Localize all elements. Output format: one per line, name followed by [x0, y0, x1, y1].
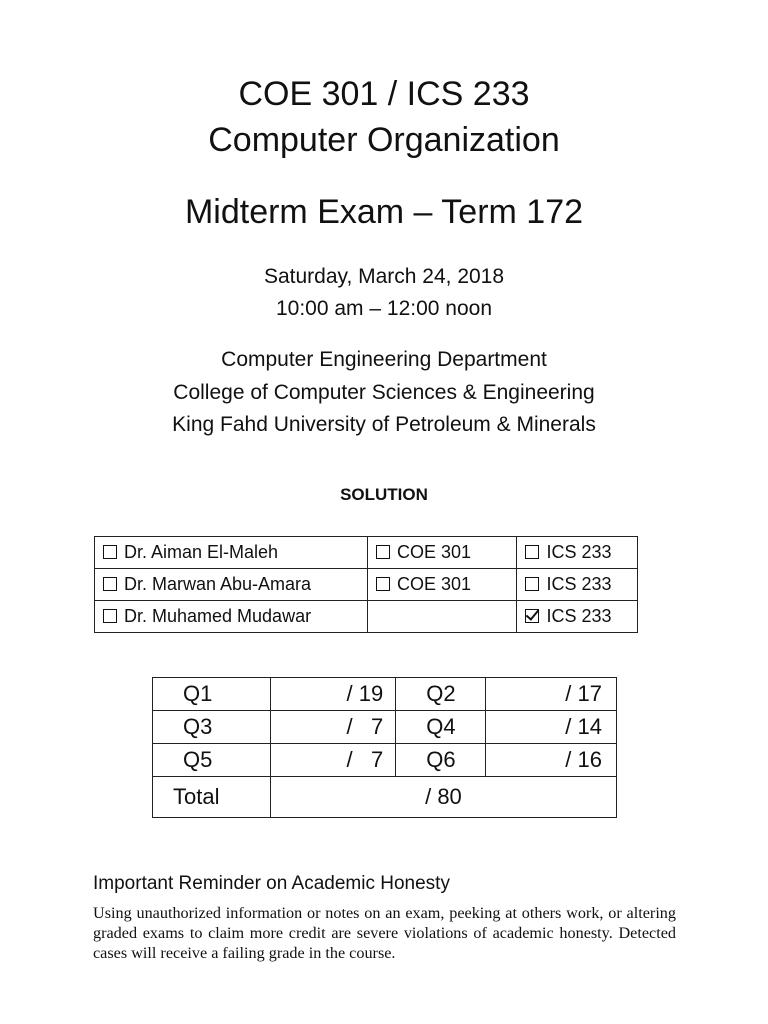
- instructor-name: Dr. Muhamed Mudawar: [124, 606, 312, 626]
- reminder-title: Important Reminder on Academic Honesty: [93, 873, 450, 894]
- total-label: Total: [153, 777, 271, 818]
- question-label: Q3: [153, 711, 271, 744]
- solution-label: SOLUTION: [340, 485, 428, 504]
- course-cell[interactable]: [517, 569, 638, 601]
- college: College of Computer Sciences & Engineering: [173, 380, 595, 404]
- score-table: [152, 677, 617, 818]
- checkbox-icon[interactable]: [103, 545, 117, 559]
- course-cell[interactable]: [367, 569, 516, 601]
- instructor-cell[interactable]: [95, 569, 368, 601]
- course-label: COE 301: [396, 574, 472, 594]
- course-label: ICS 233: [546, 542, 612, 562]
- instructor-row: [95, 601, 638, 633]
- course-cell[interactable]: [517, 537, 638, 569]
- score-row: [153, 744, 617, 777]
- empty-course-cell: [367, 601, 516, 633]
- exam-date: Saturday, March 24, 2018: [263, 265, 505, 288]
- total-score-cell: / 80: [270, 777, 616, 818]
- course-name: Computer Organization: [208, 121, 560, 159]
- checkbox-icon[interactable]: [525, 545, 539, 559]
- instructor-cell[interactable]: [95, 601, 368, 633]
- score-cell: / 7: [270, 744, 395, 777]
- total-row: [153, 777, 617, 818]
- course-cell[interactable]: [517, 601, 638, 633]
- institution-block: [0, 344, 768, 442]
- course-label: ICS 233: [546, 606, 612, 626]
- exam-time: 10:00 am – 12:00 noon: [275, 297, 492, 320]
- score-cell: / 14: [486, 711, 617, 744]
- checkbox-icon[interactable]: [103, 577, 117, 591]
- course-label: ICS 233: [546, 574, 612, 594]
- exam-title: Midterm Exam – Term 172: [184, 193, 584, 231]
- course-cell[interactable]: [367, 537, 516, 569]
- checked-checkbox-icon[interactable]: [525, 609, 539, 623]
- question-label: Q1: [153, 678, 271, 711]
- score-cell: / 19: [270, 678, 395, 711]
- question-label: Q4: [396, 711, 486, 744]
- score-row: [153, 678, 617, 711]
- question-label: Q5: [153, 744, 271, 777]
- instructor-table: [94, 536, 638, 633]
- course-label: COE 301: [396, 542, 472, 562]
- instructor-row: [95, 537, 638, 569]
- reminder-body: Using unauthorized information or notes on an exam, peeking at others work, or altering graded exams to claim more credit are severe violations of academic honesty. Detected cases will receive a failing grade in the course.: [93, 904, 676, 962]
- instructor-row: [95, 569, 638, 601]
- instructor-cell[interactable]: [95, 537, 368, 569]
- department: Computer Engineering Department: [221, 348, 547, 371]
- question-label: Q6: [396, 744, 486, 777]
- course-code: COE 301 / ICS 233: [238, 75, 530, 113]
- checkbox-icon[interactable]: [103, 609, 117, 623]
- score-cell: / 17: [486, 678, 617, 711]
- university: King Fahd University of Petroleum & Minerals: [172, 413, 596, 436]
- checkbox-icon[interactable]: [525, 577, 539, 591]
- checkbox-icon[interactable]: [376, 577, 390, 591]
- score-cell: / 16: [486, 744, 617, 777]
- instructor-name: Dr. Aiman El-Maleh: [124, 542, 279, 562]
- score-row: [153, 711, 617, 744]
- instructor-name: Dr. Marwan Abu-Amara: [124, 574, 312, 594]
- checkbox-icon[interactable]: [376, 545, 390, 559]
- question-label: Q2: [396, 678, 486, 711]
- score-cell: / 7: [270, 711, 395, 744]
